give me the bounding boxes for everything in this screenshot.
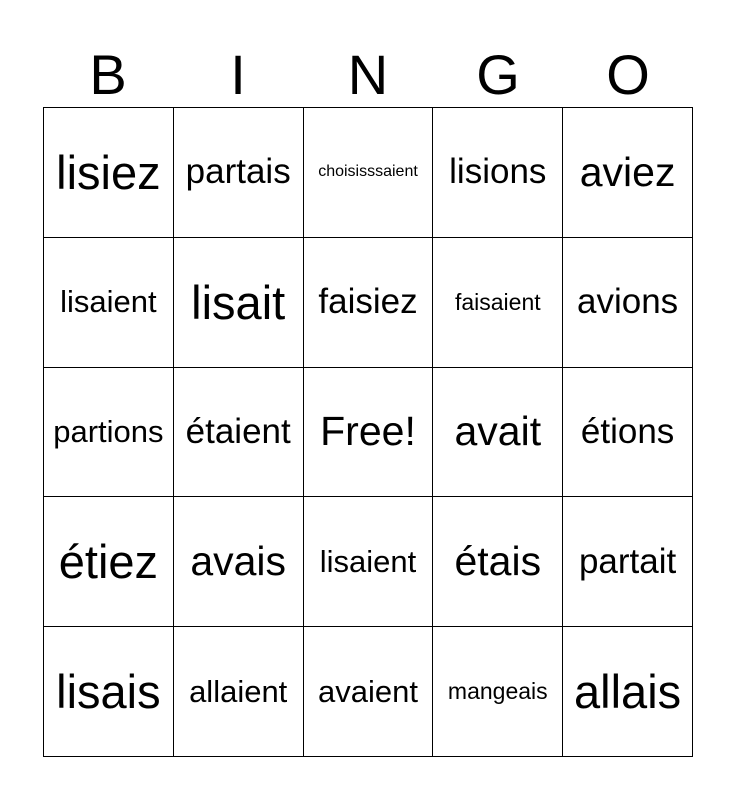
bingo-cell[interactable]	[174, 627, 304, 757]
cell-word: lisait	[191, 275, 286, 329]
cell-word: lisions	[449, 152, 547, 192]
header-letter-g: G	[476, 43, 520, 106]
cell-word: allaient	[189, 673, 288, 709]
bingo-cell[interactable]	[304, 108, 434, 238]
cell-word: partions	[53, 413, 164, 449]
bingo-cell[interactable]	[44, 238, 174, 368]
cell-word: aviez	[579, 148, 676, 195]
cell-word: lisiez	[56, 145, 161, 199]
cell-word: partait	[578, 541, 677, 581]
bingo-cell[interactable]	[304, 627, 434, 757]
bingo-header	[43, 42, 693, 108]
header-letter-b: B	[89, 43, 127, 106]
bingo-cell[interactable]	[433, 627, 563, 757]
cell-word: lisais	[56, 665, 161, 719]
bingo-cell[interactable]	[174, 108, 304, 238]
cell-word: étais	[454, 538, 542, 585]
bingo-cell[interactable]	[304, 497, 434, 627]
cell-word: partais	[185, 152, 291, 192]
cell-word: allais	[574, 665, 682, 719]
header-letter-i: I	[230, 43, 246, 106]
bingo-cell[interactable]	[44, 108, 174, 238]
header-letter-n: N	[347, 43, 389, 106]
bingo-cell[interactable]	[563, 108, 693, 238]
cell-word: choisisssaient	[318, 163, 418, 181]
bingo-cell[interactable]	[433, 497, 563, 627]
free-space-label: Free!	[320, 408, 416, 455]
cell-word: avaient	[318, 673, 418, 709]
bingo-cell[interactable]	[433, 368, 563, 498]
cell-word: étions	[580, 411, 675, 451]
cell-word: avait	[454, 408, 542, 455]
header-letter-o: O	[606, 43, 650, 106]
bingo-cell[interactable]	[433, 108, 563, 238]
bingo-grid	[43, 107, 693, 757]
bingo-cell[interactable]	[563, 497, 693, 627]
cell-word: lisaient	[60, 284, 157, 320]
cell-word: mangeais	[447, 678, 548, 705]
bingo-free-cell[interactable]	[304, 368, 434, 498]
bingo-cell[interactable]	[563, 238, 693, 368]
cell-word: étaient	[185, 411, 291, 451]
bingo-cell[interactable]	[44, 627, 174, 757]
bingo-cell[interactable]	[304, 238, 434, 368]
bingo-cell[interactable]	[563, 627, 693, 757]
cell-word: avions	[577, 282, 679, 322]
bingo-cell[interactable]	[44, 497, 174, 627]
bingo-cell[interactable]	[174, 238, 304, 368]
bingo-cell[interactable]	[44, 368, 174, 498]
cell-word: lisaient	[319, 543, 417, 579]
cell-word: faisaient	[454, 288, 541, 315]
cell-word: faisiez	[318, 282, 418, 322]
bingo-cell[interactable]	[174, 368, 304, 498]
bingo-cell[interactable]	[174, 497, 304, 627]
cell-word: étiez	[58, 535, 159, 589]
cell-word: avais	[190, 538, 287, 585]
bingo-cell[interactable]	[563, 368, 693, 498]
bingo-cell[interactable]	[433, 238, 563, 368]
